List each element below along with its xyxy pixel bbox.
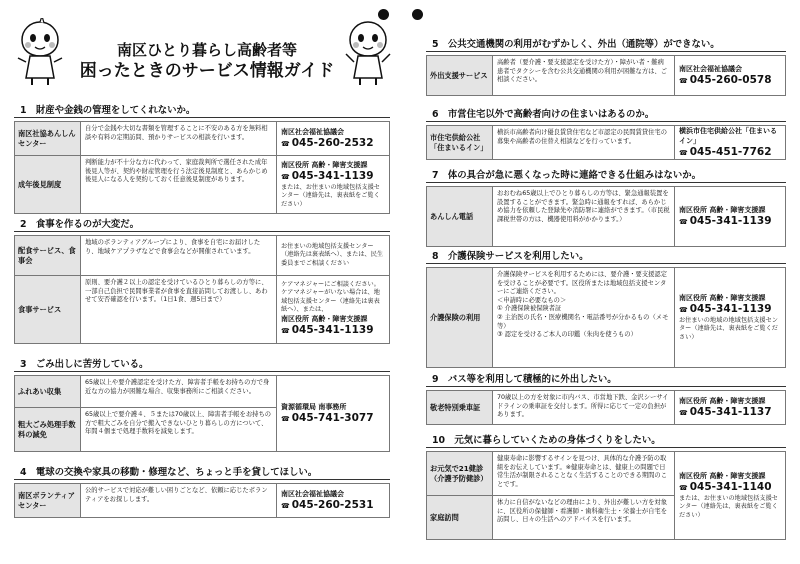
service-name: ふれあい収集 [15,376,81,407]
contact-cell [277,484,389,517]
table-row [14,408,277,452]
section-4 [14,466,390,518]
contact-tel: ☎ 045-341-1139 [281,324,374,337]
section-2 [14,218,390,344]
service-name: あんしん電話 [427,187,493,246]
table-row [426,56,786,96]
section-7 [426,169,786,247]
service-description: 65歳以上で要介護４、５または70歳以上、障害者手帳をお持ちの方で粗大ごみを自分で搬入できないひとり暮らしの方について、年間４個まで処理手数料を減免します。 [81,408,277,451]
binder-hole [412,9,423,20]
service-name: 家庭訪問 [427,496,493,539]
phone-icon: ☎ [281,501,290,510]
contact-note: または、お住まいの地域包括支援センター（連絡先は、裏表紙をご覧ください） [679,494,778,519]
contact-cell [277,122,389,155]
contact-tel: ☎ 045-260-2531 [281,498,374,511]
service-description: 70歳以上の方を対象に市内バス、市営地下鉄、金沢シーサイドラインの乗車証を交付します。所得に応じて一定の負担があります。 [493,391,675,424]
service-name: 市住宅供給公社「住まいるイン」 [427,126,493,159]
service-name: お元気で21健診（介護予防健診） [427,452,493,495]
contact-cell [277,156,389,213]
contact-org: 南区社会福祉協議会 [679,64,742,73]
section-3 [14,358,390,452]
service-name: 粗大ごみ処理手数料の減免 [15,408,81,451]
section-6 [426,108,786,160]
phone-icon: ☎ [679,408,688,417]
contact-note: お住まいの地域の地域包括支援センター（連絡先は、裏表紙をご覧ください） [679,316,778,341]
service-description: 介護保険サービスを利用するためには、要介護・要支援認定を受けることが必要です。区役所または地域包括支援センターにご連絡ください。 ＜申請時に必要なもの＞ ① 介護保険被保険者証 ② 主治医の氏名・医療機関名・電話番号が分かるもの（メモ等） ③ 認定を受けるご本人の印鑑（朱肉を使うもの） [493,268,675,367]
service-description: 自分で金銭や大切な書類を管理することに不安のある方を無料相談や有料の定期訪問、預かりサービスの相談を行います。 [81,122,277,155]
contact-org: 南区役所 高齢・障害支援課 [679,396,766,405]
contact-cell [277,276,389,343]
contact-tel: ☎ 045-341-1137 [679,405,772,418]
table-row [14,156,390,214]
phone-icon: ☎ [281,327,290,336]
title-line-2: 困ったときのサービス情報ガイド [79,61,335,81]
section-title: 5 公共交通機関の利用がむずかしく、外出（通院等）ができない。 [426,38,786,52]
contact-tel: ☎ 045-341-1139 [679,302,772,315]
left-column [14,0,390,511]
section-title: 6 市営住宅以外で高齢者向けの住まいはあるのか。 [426,108,786,122]
section-10 [426,434,786,540]
binder-hole [378,9,389,20]
service-name: 南区ボランティアセンター [15,484,81,517]
section-9 [426,373,786,425]
service-description: おおむね65歳以上でひとり暮らしの方等は、緊急通報装置を設置することができます。緊急時に通報をすれば、あらかじめ協力を依頼した登録先や消防署に連絡ができます。（市民税課税世帯の方は、機器使用料がかかります。） [493,187,675,246]
service-name: 成年後見制度 [15,156,81,213]
service-description: 判断能力が不十分な方に代わって、家庭裁判所で選任された成年後見人等が、契約や財産管理を行う法定後見制度と、あらかじめ後見人になる人を契約しておく任意後見制度があります。 [81,156,277,213]
phone-icon: ☎ [281,414,290,423]
contact-tel: ☎ 045-451-7762 [679,145,772,158]
section-title: 10 元気に暮らしていくための身体づくりをしたい。 [426,434,786,448]
title-line-1: 南区ひとり暮らし高齢者等 [116,41,297,59]
contact-cell [675,391,785,424]
phone-icon: ☎ [679,217,688,226]
header [14,0,390,100]
service-description: 原則、要介護２以上の認定を受けているひとり暮らしの方等に、一部自己負担で民間事業者が食事を直接訪問してお渡しし、あわせて安否確認を行います。（1日1食、週5日まで） [81,276,277,343]
service-description: 高齢者（要介護・要支援認定を受けた方）・障がい者・難病患者でタクシーを含む公共交通機関の利用が困難な方は、ご相談ください。 [493,56,675,95]
phone-icon: ☎ [679,305,688,314]
contact-cell [675,126,785,159]
phone-icon: ☎ [281,139,290,148]
contact-org: 横浜市住宅供給公社「住まいるイン」 [679,126,777,145]
service-description: 公的サービスで対応が難しい困りごとなど、依頼に応じたボランティアをお探しします。 [81,484,277,517]
contact-org: 南区役所 高齢・障害支援課 [679,293,766,302]
contact-org: 南区社会福祉協議会 [281,127,344,136]
section-title: 3 ごみ出しに苦労している。 [14,358,390,372]
section-title: 4 電球の交換や家具の移動・修理など、ちょっと手を貸してほしい。 [14,466,390,480]
phone-icon: ☎ [679,76,688,85]
table-row [14,236,390,276]
table-row [426,268,786,368]
contact-cell [675,187,785,246]
service-description: 地域のボランティアグループにより、食事を自宅にお届けしたり、地域ケアプラザなどで食事会などが開催されています。 [81,236,277,275]
contact-cell [675,268,785,367]
table-row [14,122,390,156]
section-5 [426,38,786,96]
section-1 [14,104,390,214]
table-row [426,496,675,540]
section-title: 7 体の具合が急に悪くなった時に連絡できる仕組みはないか。 [426,169,786,183]
contact-cell [277,376,389,452]
section-title: 9 バス等を利用して積極的に外出したい。 [426,373,786,387]
contact-tel: ☎ 045-741-3077 [281,411,374,424]
table-row [426,126,786,160]
phone-icon: ☎ [679,148,688,157]
page-title [72,40,342,82]
contact-org: 南区役所 高齢・障害支援課 [679,471,766,480]
service-name: 外出支援サービス [427,56,493,95]
service-description: 65歳以上や要介護認定を受けた方、障害者手帳をお持ちの方で身近な方の協力が困難な場合、収集事務所にご相談ください。 [81,376,277,407]
contact-org: 南区社会福祉協議会 [281,489,344,498]
contact-org: 南区役所 高齢・障害支援課 [281,160,368,169]
contact-tel: ☎ 045-341-1140 [679,480,772,493]
section-title: 8 介護保険サービスを利用したい。 [426,250,786,264]
table-row [14,484,390,518]
contact-org: 南区役所 高齢・障害支援課 [281,315,368,324]
section-8 [426,250,786,368]
service-description: 横浜市高齢者向け優良賃貸住宅など市認定の民間賃貸住宅の募集や高齢者の住替え相談などを行っています。 [493,126,675,159]
section-title: 1 財産や金銭の管理をしてくれないか。 [14,104,390,118]
service-name: 敬老特別乗車証 [427,391,493,424]
service-name: 配食サービス、食事会 [15,236,81,275]
contact-tel: ☎ 045-341-1139 [679,214,772,227]
contact-note: お住まいの地域包括支援センター（連絡先は裏表紙へ）、または、民生委員までご相談ください [281,242,384,267]
table-row [14,376,277,408]
contact-tel: ☎ 045-260-0578 [679,73,772,86]
section-title: 2 食事を作るのが大変だ。 [14,218,390,232]
contact-org: 資源循環局 南事務所 [281,402,347,411]
table-row [426,452,675,496]
service-name: 介護保険の利用 [427,268,493,367]
service-description: 健康寿命に影響するサインを見つけ、具体的な介護予防の取組をお伝えしています。※健康寿命とは、健康上の問題で日常生活が制限されることなく生活することのできる期間のことです。 [493,452,675,495]
phone-icon: ☎ [281,172,290,181]
mascot-illustration-left [16,18,64,86]
contact-cell [675,452,785,540]
phone-icon: ☎ [679,483,688,492]
contact-org: 南区役所 高齢・障害支援課 [679,205,766,214]
table-row [426,187,786,247]
contact-cell [277,236,389,275]
contact-cell [675,56,785,95]
mascot-illustration-right [344,18,392,86]
table-row [426,391,786,425]
table-row [14,276,390,344]
contact-tel: ☎ 045-341-1139 [281,169,374,182]
contact-note: または、お住まいの地域包括支援センター（連絡先は、裏表紙をご覧ください） [281,183,380,208]
contact-pre-note: ケアマネジャーにご相談ください。ケアマネジャーがいない場合は、地域包括支援センター（連絡先は裏表紙へ）、または、 [281,280,380,313]
service-name: 南区社協あんしんセンター [15,122,81,155]
service-description: 体力に自信がないなどの理由により、外出が難しい方を対象に、区役所の保健師・看護師・歯科衛生士・栄養士が自宅を訪問し、日々の生活へのアドバイスを行います。 [493,496,675,539]
contact-tel: ☎ 045-260-2532 [281,136,374,149]
service-name: 食事サービス [15,276,81,343]
